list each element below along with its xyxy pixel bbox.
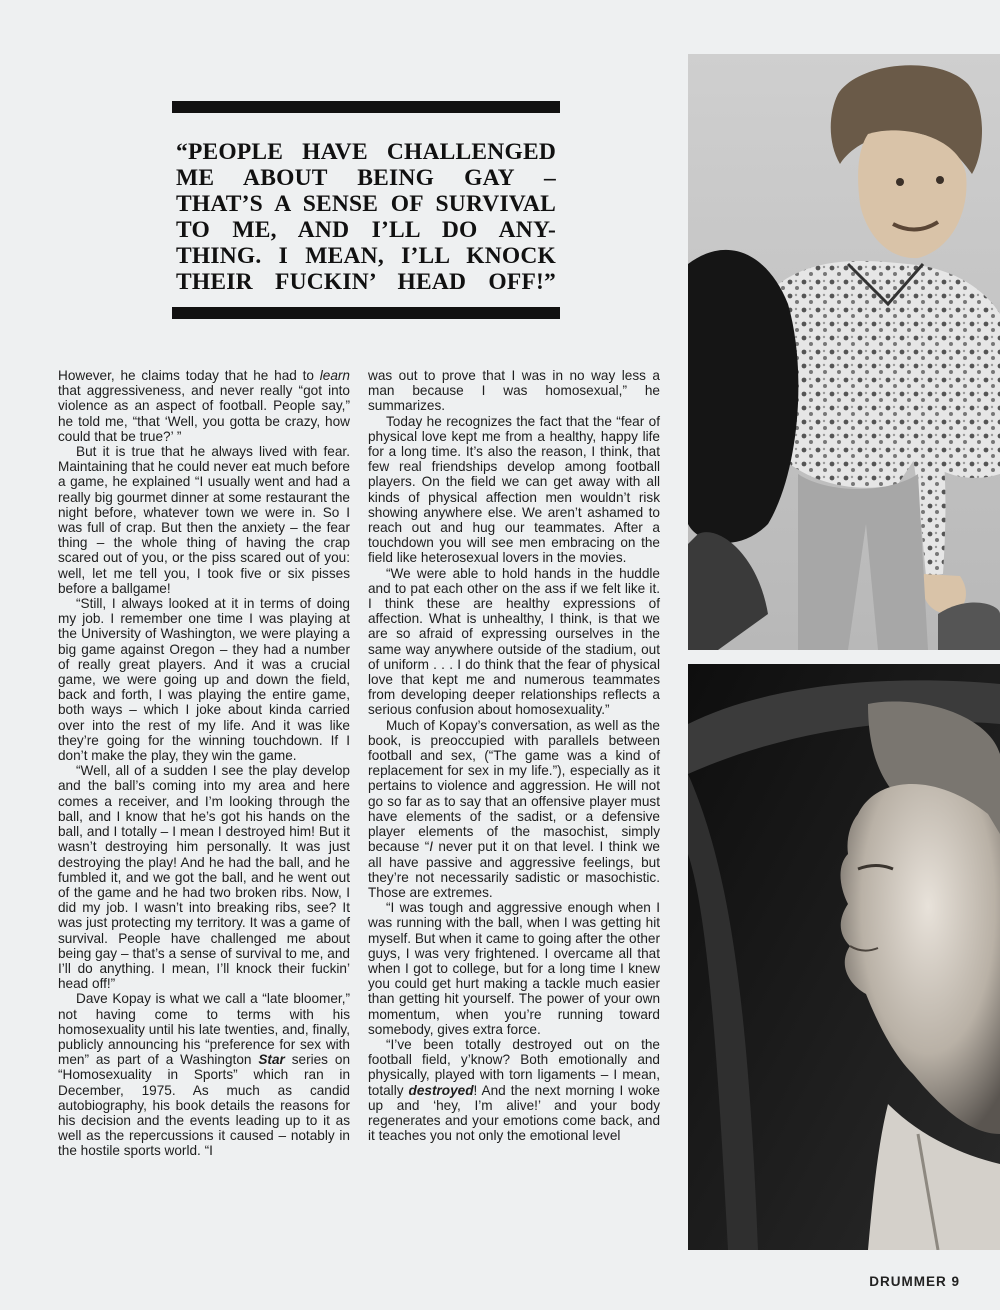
paragraph: “Still, I always looked at it in terms of doing my job. I remember one time I was playing at the University of Washington, we were playing a big game against Oregon – they had a number of really great players. And it was a crucial game, we were going up and down the field, back and forth, I was playing the entire game, both ways – which I joke about kinda carried over into the rest of my life. And it was like they’re going for the winning touchdown. If I don’t make the play, they win the game. [58, 596, 350, 764]
pull-quote [172, 101, 560, 319]
photo-man-carrying-bag [688, 54, 1000, 650]
text-run: never put it on that level. I think we all have passive and aggressive feelings, but they’re not necessarily sadistic or masochistic. Those are extremes. [368, 839, 660, 900]
pull-quote-text [176, 139, 556, 295]
photo-man-profile [688, 664, 1000, 1250]
pull-quote-line: “PEOPLE HAVE CHALLENGED [176, 139, 556, 165]
paragraph [368, 1037, 660, 1143]
paragraph [368, 718, 660, 900]
article-column-right [368, 368, 660, 1143]
page-number: 9 [951, 1274, 960, 1289]
photo-man-profile-image [688, 664, 1000, 1250]
text-run: that aggressiveness, and never really “got into violence as an aspect of football. People say,” he told me, “that ‘Well, you gotta be crazy, how could that be true?’ ” [58, 383, 350, 444]
article-column-left [58, 368, 350, 1159]
text-run: “I’ve been totally destroyed out on the football field, y’know? Both emotionally and physically, played with torn ligaments – I mean, totally [368, 1036, 660, 1098]
paragraph [58, 991, 350, 1158]
paragraph: “We were able to hold hands in the huddle and to pat each other on the ass if we felt like it. I think these are healthy expressions of affection. What is unhealthy, I think, is that we are so afraid of expressing ourselves in the same way anywhere outside of the stadium, out of uniform . . . I do think that the fear of physical love that kept me and numerous teammates from developing deeper relationships reflects a serious confusion about homosexuality.” [368, 565, 660, 718]
emphasis-text: destroyed [408, 1082, 474, 1098]
emphasis-text: I [429, 839, 434, 855]
text-run: ! And the next morning I woke up and ‘hey, I’m alive!’ and your body regenerates and your emotions come back, and it teaches you not only the emotional level [368, 1082, 660, 1144]
page-footer [869, 1274, 960, 1289]
text-run: Much of Kopay’s conversation, as well as the book, is preoccupied with parallels between football and sex, (“The game was a kind of replacement for sex in my life.”), especially as it pertains to violence and aggression. He will not go so far as to say that an offensive player must have elements of the sadist, or a defensive player elements of the masochist, simply because “ [368, 717, 660, 855]
pull-quote-line: THAT’S A SENSE OF SURVIVAL [176, 191, 556, 217]
pull-quote-line: THEIR FUCKIN’ HEAD OFF!” [176, 269, 556, 295]
publication-name: Star [258, 1052, 285, 1068]
photo-man-carrying-bag-image [688, 54, 1000, 650]
pull-quote-line: ME ABOUT BEING GAY – [176, 165, 556, 191]
text-run: Dave Kopay is what we call a “late bloomer,” not having come to terms with his homosexuality until his late twenties, and, finally, publicly announcing his “preference for sex with men” as part of a Washington [58, 991, 350, 1068]
emphasis-text: learn [319, 368, 350, 383]
magazine-name: DRUMMER [869, 1274, 947, 1289]
paragraph [58, 368, 350, 444]
text-run: However, he claims today that he had to [58, 368, 320, 383]
paragraph: Today he recognizes the fact that the “fear of physical love kept me from a healthy, happy life for a long time. It’s also the reason, I think, that few real friendships develop among football players. On the field we can get away with all kinds of physical affection men wouldn’t risk showing anywhere else. We aren’t ashamed to reach out and hug our teammates. After a touchdown you will see men embracing on the field like heterosexual lovers in the movies. [368, 413, 660, 566]
pull-quote-line: TO ME, AND I’LL DO ANY- [176, 217, 556, 243]
pull-quote-line: THING. I MEAN, I’LL KNOCK [176, 243, 556, 269]
paragraph: was out to prove that I was in no way less a man because I was homosexual,” he summarizes. [368, 368, 660, 414]
paragraph: “Well, all of a sudden I see the play develop and the ball’s coming into my area and here comes a receiver, and I’m looking through the ball, and I know that he’s got his hands on the ball, and I totally – I mean I destroyed him! But it wasn’t destroying him personally. It was just destroying the play! And he had the ball, and he fumbled it, and we got the ball, and he went out of the game and he had two broken ribs. Now, I did my job. I wasn’t into breaking ribs, see? It was just protecting my territory. It was a game of survival. People have challenged me about being gay – that’s a sense of survival to me, and I’ll do anything. I mean, I’ll knock their fuckin’ head off!” [58, 763, 350, 992]
paragraph: But it is true that he always lived with fear. Maintaining that he could never eat much before a game, he explained “I usually went and had a really big gourmet dinner at some restaurant the night before, whatever town we were in. So I was full of crap. But then the anxiety – the fear thing – the whole thing of having the crap scared out of you, or the piss scared out of you: well, let me tell you, I took five or six pisses before a ballgame! [58, 444, 350, 596]
pull-quote-bottom-rule [172, 307, 560, 319]
pull-quote-top-rule [172, 101, 560, 113]
text-run: series on “Homosexuality in Sports” which ran in December, 1975. As much as candid autobiography, his book details the reasons for his decision and the events leading up to it as well as the repercussions it caused – notably in the hostile sports world. “I [58, 1052, 351, 1159]
paragraph: “I was tough and aggressive enough when I was running with the ball, when I was getting hit myself. But when it came to going after the other guys, I was very frightened. I overcame all that when I got to college, but for a long time I knew you could get hurt making a tackle much easier than getting hit yourself. The power of your own momentum, when you’re running toward somebody, gives extra force. [368, 900, 660, 1037]
